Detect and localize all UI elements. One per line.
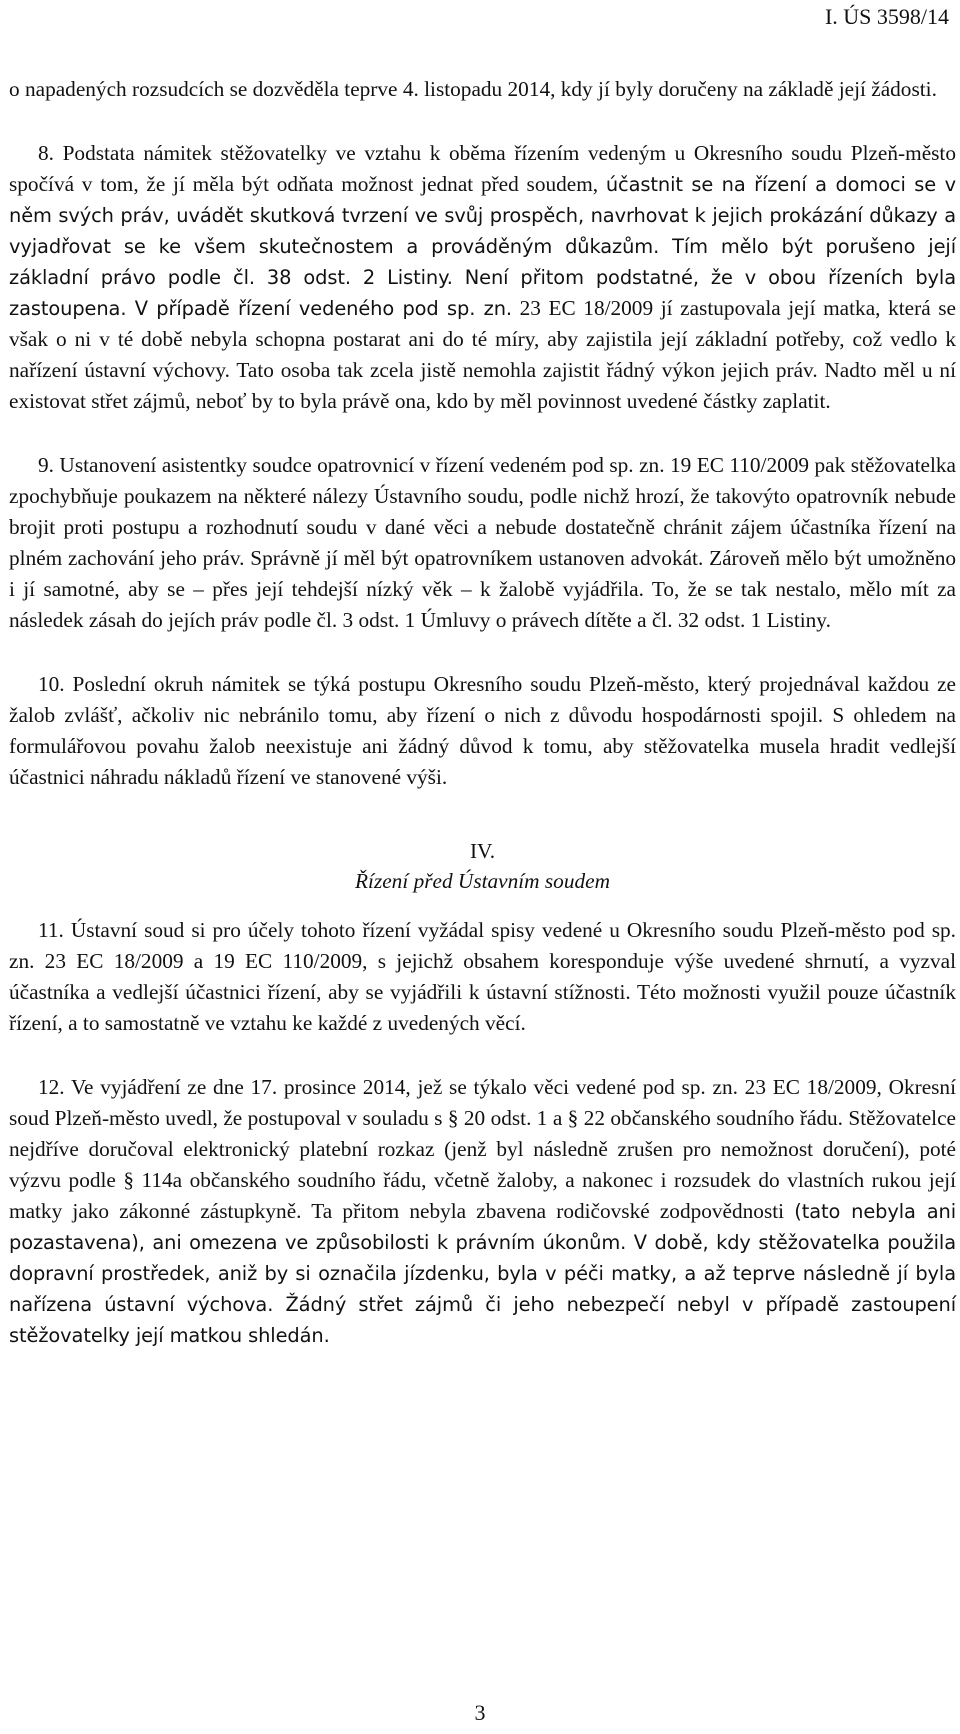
paragraph-8-part-1: 8. Podstata námitek stěžovatelky ve vztahu k oběma řízením vedeným u Okresního soudu Plzeň-město spočívá v tom, že jí měla být odňata možnost jednat před soudem, bbox=[9, 141, 956, 196]
paragraph-12-part-1: 12. Ve vyjádření ze dne 17. prosince 2014, jež se týkalo věci vedené pod sp. zn. 23 EC 18/2009, Okresní soud Plzeň-město uvedl, že postupoval v souladu s § 20 odst. 1 a § 22 občanského soudního řádu. Stěžovatelce nejdříve doručoval elektronický platební rozkaz (jenž byl následně zrušen pro nemožnost doručení), poté výzvu podle § 114a občanského soudního řádu, včetně žaloby, a nakonec i rozsudek do vlastních rukou její matky jako zákonné zástupkyně. Ta přitom nebyla zbavena rodičovské zodpovědnosti bbox=[9, 1075, 956, 1223]
paragraph-11: 11. Ústavní soud si pro účely tohoto řízení vyžádal spisy vedené u Okresního soudu Plzeň-město pod sp. zn. 23 EC 18/2009 a 19 EC 110/2009, s jejichž obsahem koresponduje výše uvedené shrnutí, a vyzval účastníka a vedlejší účastnici řízení, aby se vyjádřili k ústavní stížnosti. Této možnosti využil pouze účastník řízení, a to samostatně ve vztahu ke každé z uvedených věcí. bbox=[9, 918, 956, 1035]
section-number: IV. bbox=[469, 839, 496, 863]
paragraph-8-part-2: účastnit se na řízení a domoci se v něm svých práv, uvádět skutková tvrzení ve svůj prospěch, navrhovat k jejich prokázání důkazy a vyjadřovat se ke všem skutečnostem a prováděným důkazům. Tím mělo být porušeno její základní právo podle čl. 38 odst. 2 Listiny. Není přitom podstatné, že v obou řízeních byla zastoupena. V případě řízení vedeného pod sp. zn. bbox=[9, 173, 956, 320]
section-heading bbox=[9, 836, 956, 896]
document-body bbox=[9, 74, 956, 1351]
paragraph-10: 10. Poslední okruh námitek se týká postupu Okresního soudu Plzeň-město, který projednával každou ze žalob zvlášť, ačkoliv nic nebránilo tomu, aby řízení o nich z důvodu hospodárnosti spojil. S ohledem na formulářovou povahu žalob neexistuje ani žádný důvod k tomu, aby stěžovatelka musela hradit vedlejší účastnici náhradu nákladů řízení ve stanovené výši. bbox=[9, 672, 956, 789]
paragraph-8 bbox=[9, 138, 956, 417]
page-number: 3 bbox=[474, 1700, 486, 1725]
paragraph-intro: o napadených rozsudcích se dozvěděla teprve 4. listopadu 2014, kdy jí byly doručeny na základě její žádosti. bbox=[9, 77, 937, 101]
paragraph-9: 9. Ustanovení asistentky soudce opatrovnicí v řízení vedeném pod sp. zn. 19 EC 110/2009 pak stěžovatelka zpochybňuje poukazem na některé nálezy Ústavního soudu, podle nichž hrozí, že takovýto opatrovník nebude brojit proti postupu a rozhodnutí soudu v dané věci a nebude dostatečně chránit zájem účastníka řízení na plném zachování jeho práv. Správně jí měl být opatrovníkem ustanoven advokát. Zároveň mělo být umožněno i jí samotné, aby se – přes její tehdejší nízký věk – k žalobě vyjádřila. To, že se tak nestalo, mělo mít za následek zásah do jejích práv podle čl. 3 odst. 1 Úmluvy o právech dítěte a čl. 32 odst. 1 Listiny. bbox=[9, 453, 956, 632]
document-reference: I. ÚS 3598/14 bbox=[824, 4, 949, 29]
paragraph-12-part-2: (tato nebyla ani pozastavena), ani omezena ve způsobilosti k právním úkonům. V době, kdy stěžovatelka použila dopravní prostředek, aniž by si označila jízdenku, byla v péči matky, a až teprve následně jí byla nařízena ústavní výchova. Žádný střet zájmů či jeho nebezpečí nebyl v případě zastoupení stěžovatelky její matkou shledán. bbox=[9, 1200, 957, 1347]
paragraph-12 bbox=[9, 1072, 956, 1351]
paragraph-8-part-3: 23 EC 18/2009 jí zastupovala její matka, která se však o ni v té době nebyla schopna postarat ani do té míry, aby zajistila její základní potřeby, což vedlo k nařízení ústavní výchovy. Tato osoba tak zcela jistě nemohla zajistit řádný výkon jejich práv. Nadto měl u ní existovat střet zájmů, neboť by to byla právě ona, kdo by měl povinnost uvedené částky zaplatit. bbox=[9, 296, 956, 413]
section-title: Řízení před Ústavním soudem bbox=[355, 869, 610, 893]
